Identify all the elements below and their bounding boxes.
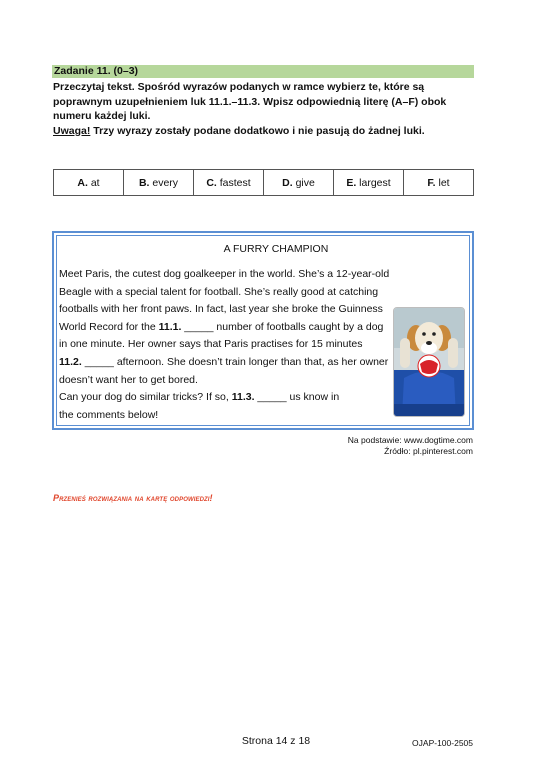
dog-goalkeeper-photo <box>393 307 465 417</box>
warning-label: Uwaga! <box>53 124 91 137</box>
warning-text: Trzy wyrazy zostały podane dodatkowo i nie pasują do żadnej luki. <box>90 124 425 137</box>
gap-11-2: 11.2. <box>59 355 82 368</box>
word-options-table <box>53 169 474 196</box>
option-a: A. at <box>54 170 124 196</box>
exam-code: OJAP-100-2505 <box>412 738 473 748</box>
page-number: Strona 14 z 18 <box>241 735 311 747</box>
option-e: E. largest <box>334 170 404 196</box>
task-instructions <box>53 80 473 138</box>
instruction-line: poprawnym uzupełnieniem luk 11.1.–11.3. Wpisz odpowiednią literę (A–F) obok <box>53 95 447 108</box>
source-image: Źródło: pl.pinterest.com <box>384 446 473 456</box>
option-d: D. give <box>264 170 334 196</box>
story-line: Meet Paris, the cutest dog goalkeeper in the world. She’s a 12-year-old <box>59 268 390 280</box>
story-line: in one minute. Her owner says that Paris practises for 15 minutes <box>59 338 363 351</box>
task-header: Zadanie 11. (0–3) <box>52 65 474 78</box>
transfer-note-text: Przenieś rozwiązania na kartę odpowiedzi! <box>53 493 213 503</box>
story-line: Beagle with a special talent for football. She’s really good at catching <box>59 285 379 298</box>
story-line: doesn’t want her to get bored. <box>59 373 198 386</box>
source-based-on: Na podstawie: www.dogtime.com <box>347 435 473 445</box>
dog-photo-illustration <box>394 308 464 416</box>
option-b: B. every <box>124 170 194 196</box>
story-line: World Record for the 11.1. _____ number of footballs caught by a dog <box>59 320 384 333</box>
story-text <box>59 266 389 424</box>
instruction-line: Przeczytaj tekst. Spośród wyrazów podanych w ramce wybierz te, które są <box>53 81 425 93</box>
gap-11-3: 11.3. <box>231 391 255 404</box>
warning-line <box>53 124 473 139</box>
option-f: F. let <box>404 170 474 196</box>
transfer-note <box>53 493 213 503</box>
story-title: A FURRY CHAMPION <box>223 243 329 255</box>
source-citation <box>348 435 473 457</box>
story-line: the comments below! <box>59 408 159 421</box>
story-line: 11.2. _____ afternoon. She doesn’t train longer than that, as her owner <box>59 355 389 368</box>
instruction-line: numeru każdej luki. <box>53 110 151 122</box>
gap-11-1: 11.1. <box>158 320 182 333</box>
option-c: C. fastest <box>194 170 264 196</box>
story-line: Can your dog do similar tricks? If so, 11.3. _____ us know in <box>59 391 340 404</box>
story-line: footballs with her front paws. In fact, last year she broke the Guinness <box>59 303 383 316</box>
